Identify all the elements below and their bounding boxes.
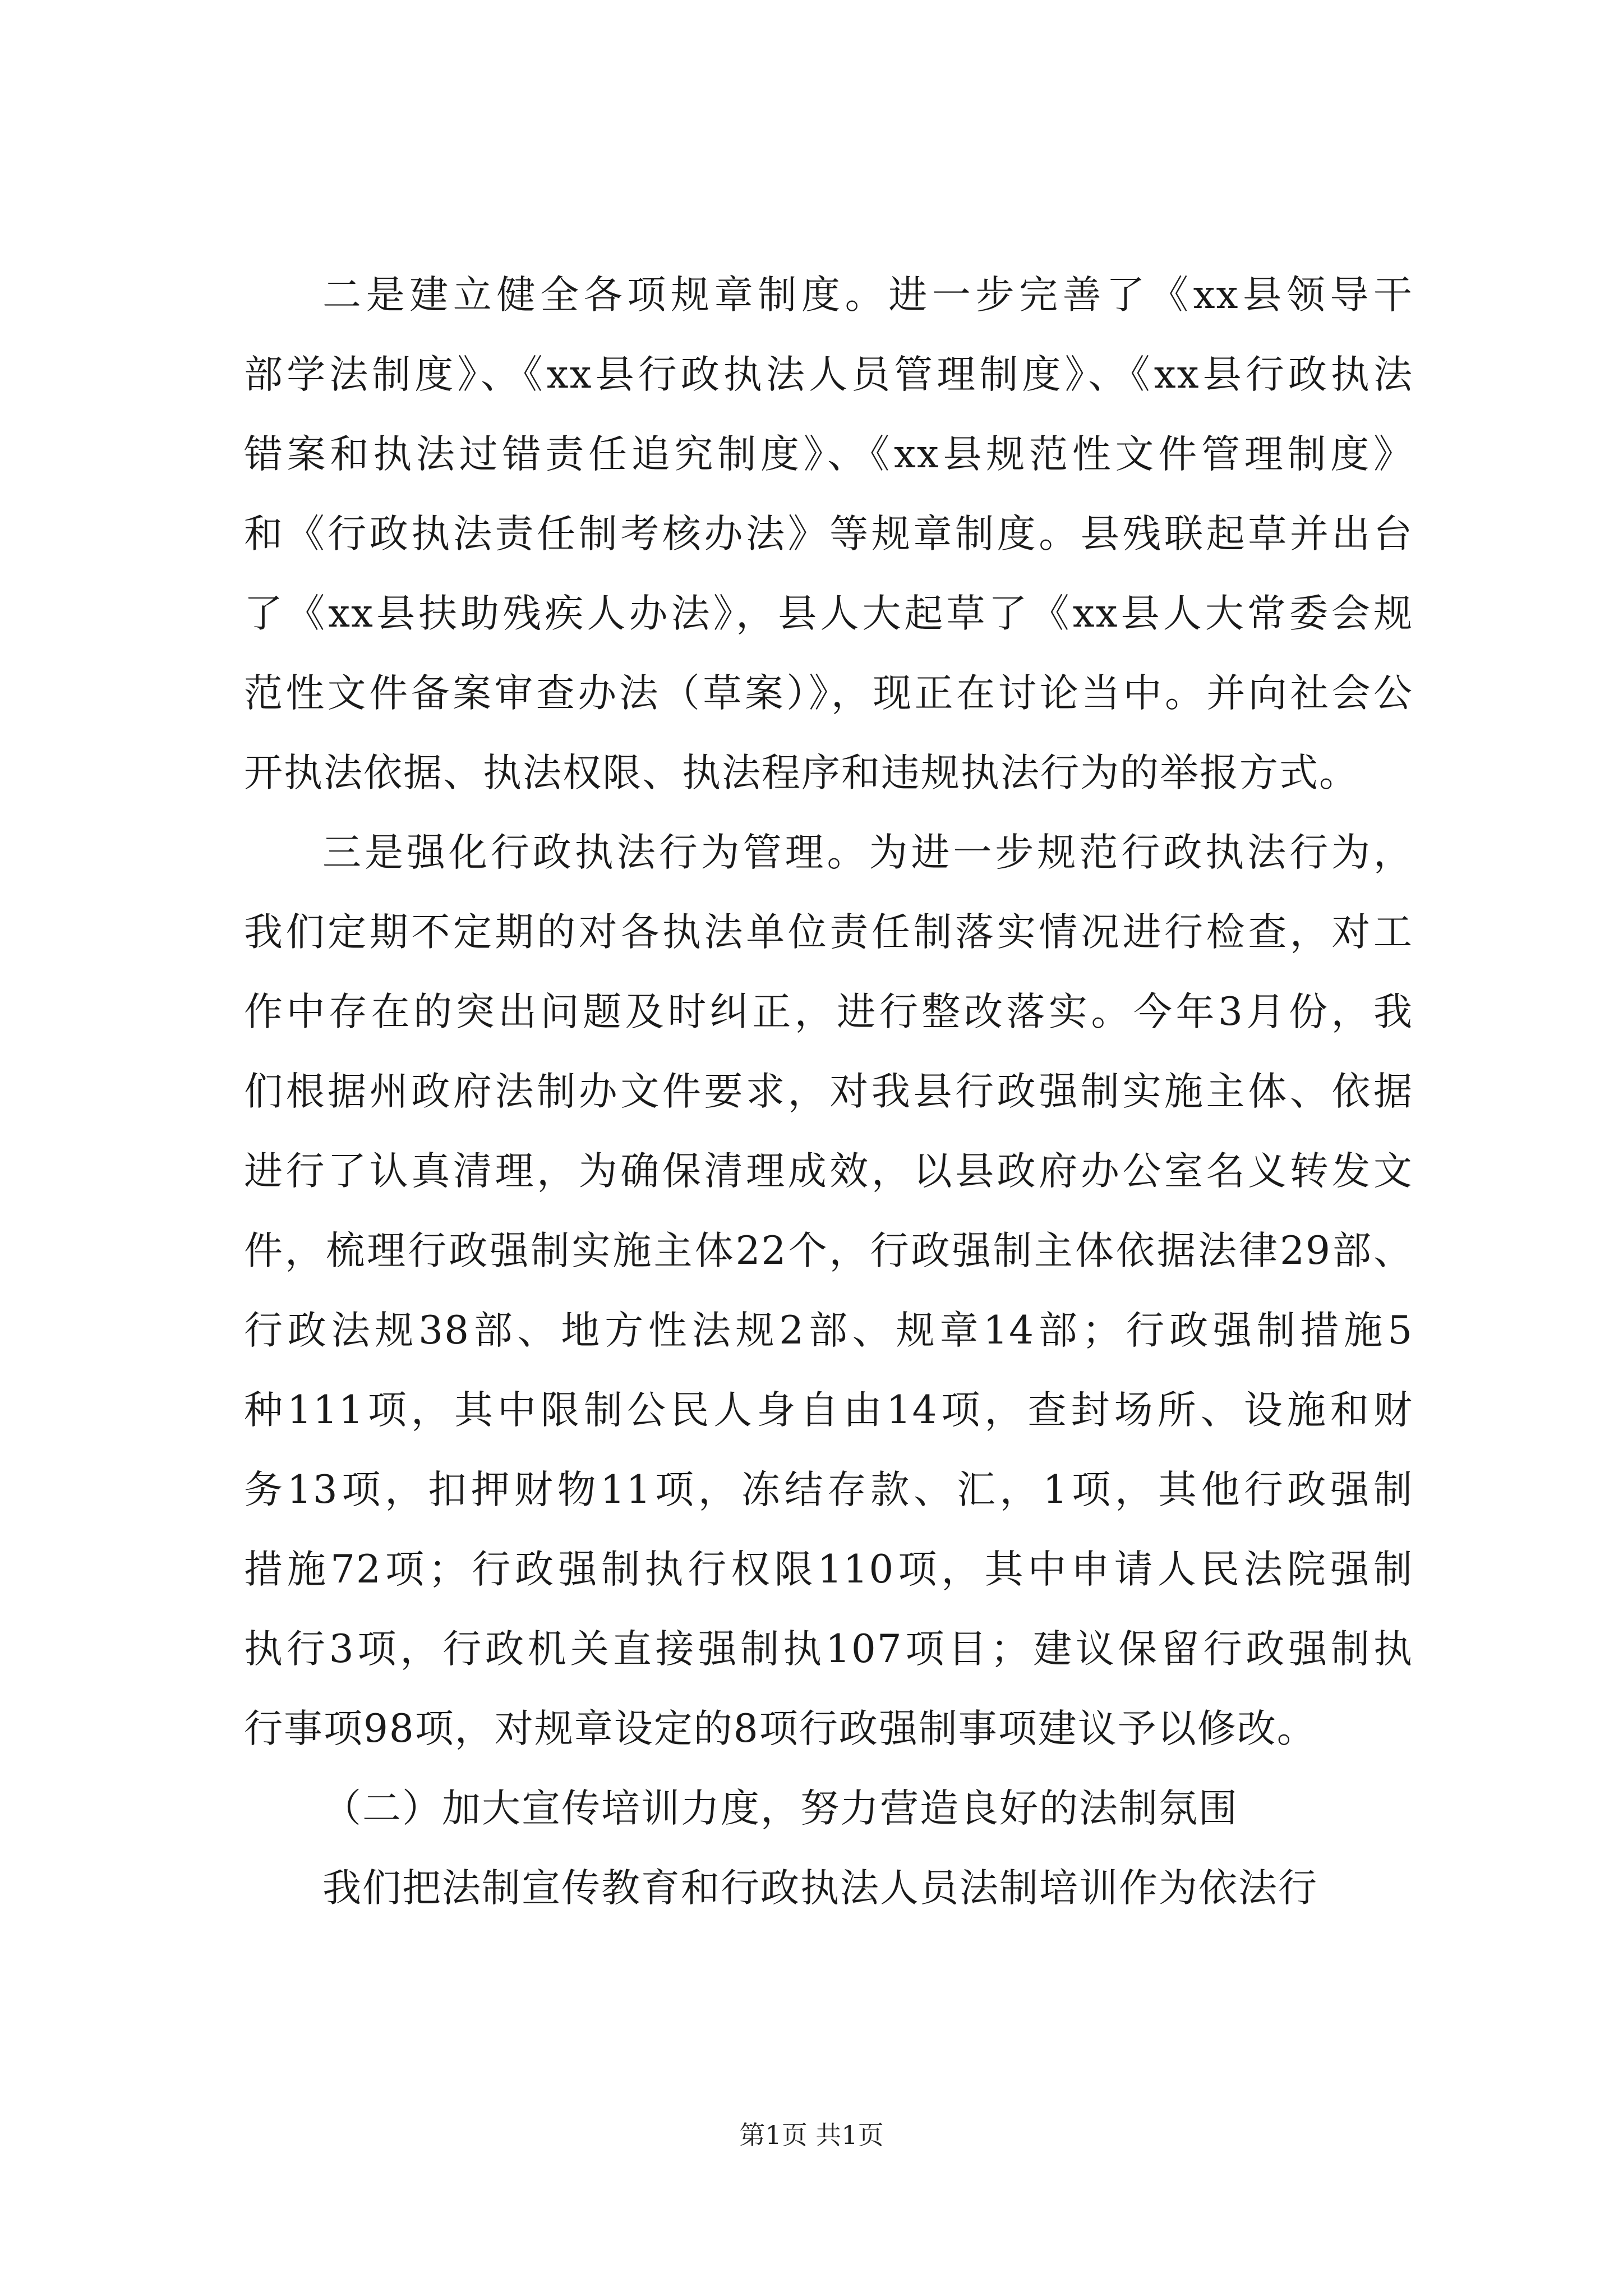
paragraph-regulations (244, 255, 1413, 813)
paragraph-line: 部学法制度》、《xx县行政执法人员管理制度》、《xx县行政执法 (244, 352, 1413, 397)
paragraph-line: 三是强化行政执法行为管理。为进一步规范行政执法行为， (322, 830, 1413, 875)
paragraph-line: 和《行政执法责任制考核办法》等规章制度。县残联起草并出台 (244, 512, 1413, 556)
paragraph-line: 行政法规38部、地方性法规2部、规章14部；行政强制措施5 (244, 1308, 1413, 1353)
paragraph-enforcement (244, 813, 1413, 1769)
document-body (244, 255, 1413, 1928)
paragraph-line: 种111项，其中限制公民人身自由14项，查封场所、设施和财 (244, 1388, 1413, 1433)
page-footer: 第1页 共1页 (739, 2120, 884, 2150)
paragraph-line: 们根据州政府法制办文件要求，对我县行政强制实施主体、依据 (244, 1069, 1413, 1114)
section-heading: （二）加大宣传培训力度，努力营造良好的法制氛围 (322, 1786, 1238, 1831)
paragraph-line: 执行3项，行政机关直接强制执107项目；建议保留行政强制执 (244, 1627, 1413, 1672)
paragraph-line: 件，梳理行政强制实施主体22个，行政强制主体依据法律29部、 (244, 1228, 1413, 1273)
paragraph-line: 范性文件备案审查办法（草案）》，现正在讨论当中。并向社会公 (244, 671, 1413, 716)
paragraph-line: 错案和执法过错责任追究制度》、《xx县规范性文件管理制度》 (244, 432, 1413, 477)
paragraph-line: 了《xx县扶助残疾人办法》，县人大起草了《xx县人大常委会规 (244, 591, 1413, 636)
paragraph-line: 作中存在的突出问题及时纠正，进行整改落实。今年3月份，我 (244, 990, 1413, 1034)
paragraph-line: 措施72项；行政强制执行权限110项，其中申请人民法院强制 (244, 1547, 1413, 1592)
paragraph-line: 务13项，扣押财物11项，冻结存款、汇，1项，其他行政强制 (244, 1467, 1413, 1512)
paragraph-line: 开执法依据、执法权限、执法程序和违规执法行为的举报方式。 (244, 751, 1359, 795)
paragraph-line: 我们把法制宣传教育和行政执法人员法制培训作为依法行 (322, 1866, 1318, 1911)
paragraph-line: 二是建立健全各项规章制度。进一步完善了《xx县领导干 (322, 273, 1413, 318)
paragraph-line: 进行了认真清理，为确保清理成效，以县政府办公室名义转发文 (244, 1149, 1413, 1194)
paragraph-line: 我们定期不定期的对各执法单位责任制落实情况进行检查，对工 (244, 910, 1413, 955)
paragraph-line: 行事项98项，对规章设定的8项行政强制事项建议予以修改。 (244, 1706, 1317, 1751)
